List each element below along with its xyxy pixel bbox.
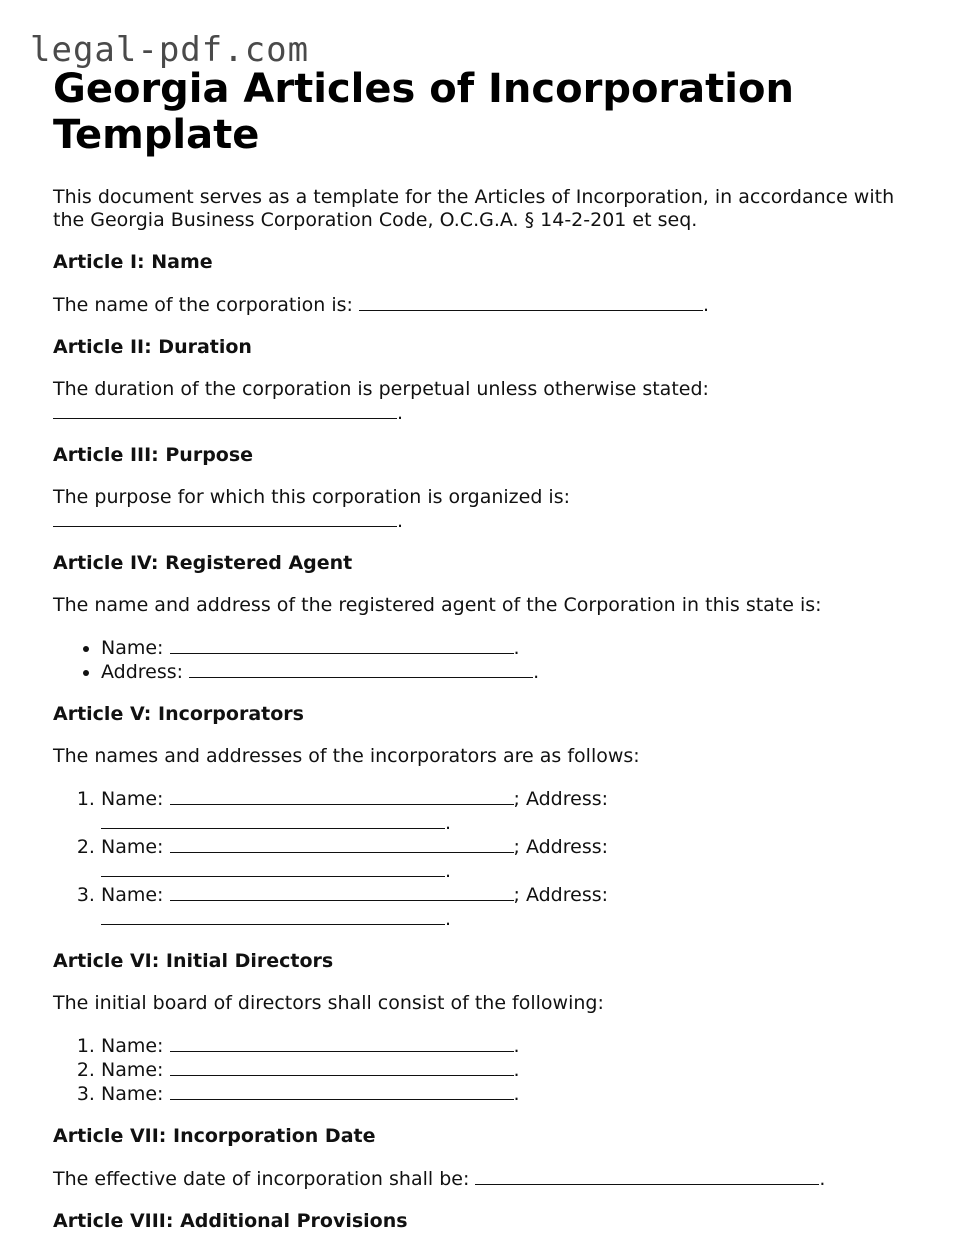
incorporation-date-field[interactable]: [475, 1167, 819, 1185]
watermark: legal-pdf.com: [30, 30, 310, 70]
director-name-label: Name:: [101, 1035, 164, 1057]
period: .: [702, 294, 710, 316]
incorporator-3-address-field[interactable]: [101, 907, 445, 925]
agent-name-label: Name:: [101, 637, 164, 659]
corporation-name-field[interactable]: [359, 293, 703, 311]
list-item: [101, 636, 923, 660]
registered-agent-list: [53, 636, 923, 684]
article-6-text: The initial board of directors shall consist of the following:: [53, 992, 604, 1014]
article-1-heading: Article I: Name: [53, 251, 213, 273]
article-2-heading: Article II: Duration: [53, 336, 252, 358]
article-7-heading: Article VII: Incorporation Date: [53, 1125, 376, 1147]
incorporator-2-address-field[interactable]: [101, 859, 445, 877]
incorporator-1-address-field[interactable]: [101, 811, 445, 829]
article-5-heading: Article V: Incorporators: [53, 703, 304, 725]
incorporator-address-label: ; Address:: [513, 836, 609, 858]
list-item: [101, 1058, 923, 1082]
period: .: [397, 510, 404, 532]
article-8-heading: Article VIII: Additional Provisions: [53, 1210, 408, 1232]
list-item: [101, 883, 923, 931]
period: .: [513, 1035, 520, 1057]
period: .: [819, 1168, 826, 1190]
article-5-text: The names and addresses of the incorporators are as follows:: [53, 745, 640, 767]
director-3-name-field[interactable]: [170, 1082, 514, 1100]
page-title: Georgia Articles of Incorporation Template: [53, 66, 794, 158]
article-4-heading: Article IV: Registered Agent: [53, 552, 353, 574]
period: .: [513, 1083, 520, 1105]
list-item: [101, 1034, 923, 1058]
director-name-label: Name:: [101, 1059, 164, 1081]
article-3-text: [53, 486, 923, 533]
agent-address-field[interactable]: [189, 660, 533, 678]
incorporator-3-name-field[interactable]: [170, 883, 514, 901]
incorporator-address-label: ; Address:: [513, 788, 609, 810]
incorporator-address-label: ; Address:: [513, 884, 609, 906]
period: .: [445, 908, 452, 930]
period: .: [533, 661, 540, 683]
period: .: [513, 1059, 520, 1081]
agent-address-label: Address:: [101, 661, 184, 683]
director-1-name-field[interactable]: [170, 1034, 514, 1052]
incorporator-1-name-field[interactable]: [170, 787, 514, 805]
incorporator-name-label: Name:: [101, 884, 164, 906]
directors-list: [53, 1034, 923, 1106]
article-3-label: The purpose for which this corporation is organized is:: [53, 486, 571, 508]
incorporator-name-label: Name:: [101, 788, 164, 810]
purpose-field[interactable]: [53, 509, 397, 527]
incorporators-list: [53, 787, 923, 931]
duration-field[interactable]: [53, 401, 397, 419]
director-2-name-field[interactable]: [170, 1058, 514, 1076]
period: .: [513, 637, 520, 659]
article-1-text: [53, 293, 923, 317]
director-name-label: Name:: [101, 1083, 164, 1105]
agent-name-field[interactable]: [170, 636, 514, 654]
article-2-text: [53, 378, 923, 425]
list-item: [101, 660, 923, 684]
period: .: [445, 812, 452, 834]
period: .: [445, 860, 452, 882]
list-item: [101, 1082, 923, 1106]
incorporator-2-name-field[interactable]: [170, 835, 514, 853]
period: .: [397, 402, 404, 424]
article-4-text: The name and address of the registered agent of the Corporation in this state is:: [53, 594, 822, 616]
article-6-heading: Article VI: Initial Directors: [53, 950, 334, 972]
article-3-heading: Article III: Purpose: [53, 444, 254, 466]
article-7-label: The effective date of incorporation shall be:: [53, 1168, 470, 1190]
incorporator-name-label: Name:: [101, 836, 164, 858]
article-2-label: The duration of the corporation is perpetual unless otherwise stated:: [53, 378, 709, 400]
document: [53, 66, 923, 1252]
article-7-text: [53, 1167, 923, 1191]
list-item: [101, 835, 923, 883]
intro-paragraph: This document serves as a template for the Articles of Incorporation, in accordance with the Georgia Business Corporation Code, O.C.G.A. § 14-2-201 et seq.: [53, 186, 895, 231]
article-1-label: The name of the corporation is:: [53, 294, 353, 316]
list-item: [101, 787, 923, 835]
